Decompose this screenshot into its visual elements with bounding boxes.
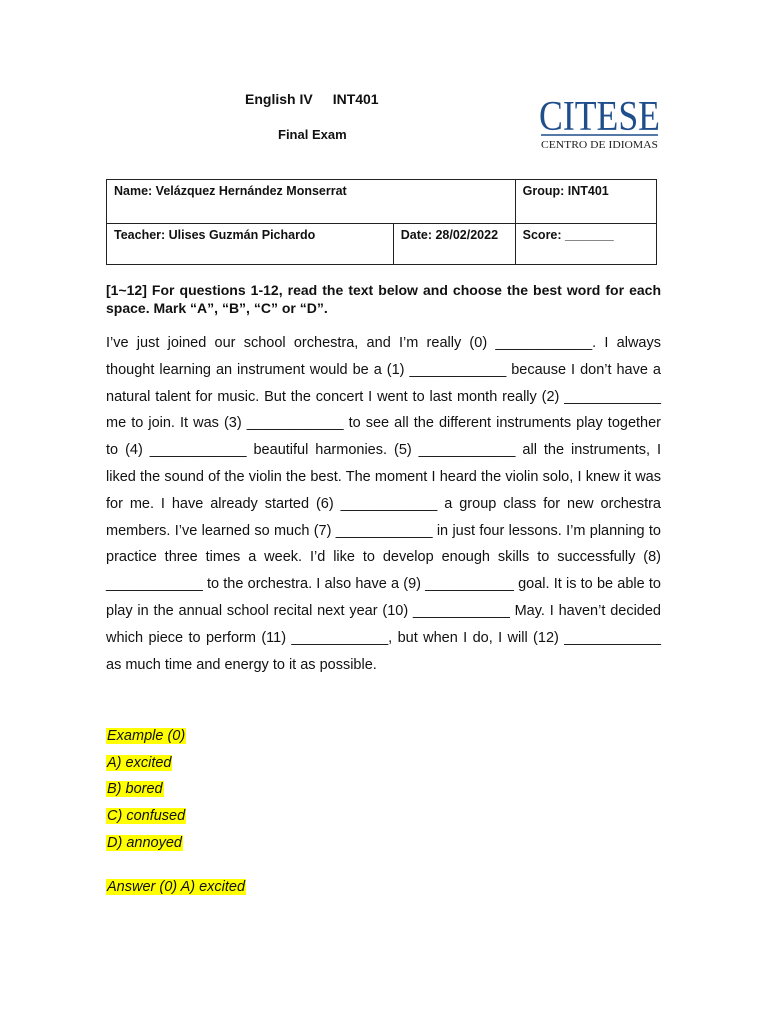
example-answer — [106, 876, 246, 898]
logo-wordmark: CITESE — [539, 94, 660, 140]
group-field: Group: INT401 — [515, 180, 656, 224]
score-field: Score: _______ — [515, 224, 656, 265]
course-title — [245, 91, 379, 107]
instructions: [1~12] For questions 1-12, read the text below and choose the best word for each space. Mark “A”, “B”, “C” or “D”. — [106, 282, 661, 316]
student-info-table — [106, 179, 657, 265]
example-label: Example (0) — [107, 728, 186, 744]
example-answer-text: Answer (0) A) excited — [107, 879, 246, 895]
course-code: INT401 — [332, 91, 379, 107]
example-options — [106, 725, 186, 858]
option-d: D) annoyed — [107, 834, 182, 851]
option-b: B) bored — [107, 781, 163, 798]
citese-logo — [537, 90, 662, 152]
option-c: C) confused — [107, 808, 186, 825]
teacher-field: Teacher: Ulises Guzmán Pichardo — [107, 224, 394, 265]
course-name: English IV — [245, 91, 313, 107]
logo-tagline: CENTRO DE IDIOMAS — [541, 139, 658, 151]
reading-passage: I’ve just joined our school orchestra, and I’m really (0) ____________. I always thought learning an instrument would be a (1) ____________ because I don’t have a natural talent for music. But the concert I went to last month really (2) ____________ me to join. It was (3) ____________ to see all the different instruments play together to (4) ____________ beautiful harmonies. (5) ____________ all the instruments, I liked the sound of the violin the best. The moment I heard the violin solo, I knew it was for me. I have already started (6) ____________ a group class for new orchestra members. I’ve learned so much (7) ____________ in just four lessons. I’m planning to practice three times a week. I’d like to develop enough skills to successfully (8) ____________ to the orchestra. I also have a (9) ___________ goal. It is to be able to play in the annual school recital next year (10) ____________ May. I haven’t decided which piece to perform (11) ____________, but when I do, I will (12) ____________ as much time and energy to it as possible. — [106, 335, 661, 673]
option-a: A) excited — [107, 754, 172, 771]
date-field: Date: 28/02/2022 — [393, 224, 515, 265]
student-name: Name: Velázquez Hernández Monserrat — [107, 180, 516, 224]
exam-title: Final Exam — [278, 127, 347, 142]
